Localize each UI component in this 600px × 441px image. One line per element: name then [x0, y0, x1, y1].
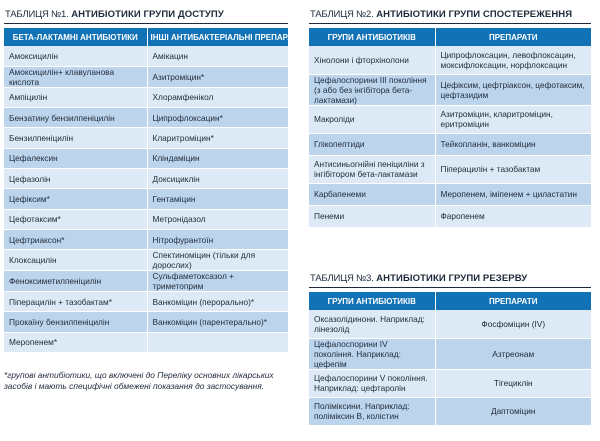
cell: Кларитроміцин*	[147, 128, 288, 148]
cell: Ампіцилін	[4, 87, 147, 107]
cell: Ципрофлоксацин, левофлоксацин, моксифлоксацин, норфлоксацин	[435, 46, 591, 74]
caption-number: ТАБЛИЦЯ №3.	[310, 273, 374, 284]
cell: Хлорамфенікол	[147, 87, 288, 107]
cell: Макроліди	[309, 105, 435, 133]
column-header: ПРЕПАРАТИ	[435, 292, 591, 310]
cell: Сульфаметоксазол + триметоприм	[147, 271, 288, 292]
cell: Бензатину бензилпеніцилін	[4, 108, 147, 128]
cell: Цефалоспорини III покоління (з або без інгібітора бета-лактамази)	[309, 74, 435, 105]
table-watch-caption	[309, 8, 591, 21]
table-row	[309, 133, 591, 155]
cell: Амоксицилін	[4, 46, 147, 66]
cell: Піперацилін + тазобактам	[435, 155, 591, 183]
table-row	[4, 108, 288, 128]
table-row	[4, 189, 288, 209]
cell: Фаропенем	[435, 205, 591, 227]
table-watch-block	[309, 8, 591, 228]
table-watch	[309, 28, 591, 228]
table-row	[309, 46, 591, 74]
cell	[147, 332, 288, 352]
table-row	[309, 369, 591, 397]
cell: Ванкоміцин (парентерально)*	[147, 312, 288, 332]
cell: Азитроміцин*	[147, 66, 288, 87]
cell: Піперацилін + тазобактам*	[4, 292, 147, 312]
caption-title: АНТИБІОТИКИ ГРУПИ РЕЗЕРВУ	[376, 273, 528, 284]
cell: Доксициклін	[147, 168, 288, 188]
table-row	[4, 332, 288, 352]
cell: Тейкопланін, ванкоміцин	[435, 133, 591, 155]
cell: Кліндаміцин	[147, 148, 288, 168]
cell: Цефтриаксон*	[4, 229, 147, 249]
cell: Азитроміцин, кларитроміцин, еритроміцин	[435, 105, 591, 133]
cell: Азтреонам	[435, 338, 591, 369]
table-reserve-block	[309, 272, 591, 426]
table-row	[4, 271, 288, 292]
table-row	[309, 155, 591, 183]
cell: Цефазолін	[4, 168, 147, 188]
cell: Глікопептиди	[309, 133, 435, 155]
table-row	[4, 250, 288, 271]
cell: Цефіксим, цефтріаксон, цефотаксим, цефтазидим	[435, 74, 591, 105]
table-access-caption	[4, 8, 288, 21]
table-row	[309, 338, 591, 369]
table-row	[4, 46, 288, 66]
cell: Клоксацилін	[4, 250, 147, 271]
caption-number: ТАБЛИЦЯ №1.	[5, 9, 69, 20]
cell: Спектиноміцин (тільки для дорослих)	[147, 250, 288, 271]
cell: Цефалексин	[4, 148, 147, 168]
table-reserve-caption	[309, 272, 591, 285]
caption-title: АНТИБІОТИКИ ГРУПИ СПОСТЕРЕЖЕННЯ	[376, 9, 573, 20]
table-access	[4, 28, 304, 353]
table-reserve	[309, 292, 591, 426]
column-header: ГРУПИ АНТИБІОТИКІВ	[309, 292, 435, 310]
cell: Метронідазол	[147, 209, 288, 229]
table-row	[4, 148, 288, 168]
cell: Меропенем*	[4, 332, 147, 352]
cell: Прокаїну бензилпеніцилін	[4, 312, 147, 332]
cell: Цефотаксим*	[4, 209, 147, 229]
cell: Пенеми	[309, 205, 435, 227]
caption-number: ТАБЛИЦЯ №2.	[310, 9, 374, 20]
cell: Цефалоспорини IV покоління. Наприклад: цефепім	[309, 338, 435, 369]
footnote: *групові антибіотики, що включені до Переліку основних лікарських засобів і мають специфічні обмежені показання до застосування.	[4, 370, 274, 391]
cell: Хінолони і фторхінолони	[309, 46, 435, 74]
table-row	[4, 209, 288, 229]
cell: Бензилпеніцилін	[4, 128, 147, 148]
table-row	[4, 292, 288, 312]
cell: Нітрофурантоїн	[147, 229, 288, 249]
caption-rule	[4, 23, 288, 24]
cell: Антисиньогнійні пеніциліни з інгібітором бета-лактамази	[309, 155, 435, 183]
cell: Цефіксим*	[4, 189, 147, 209]
cell: Поліміксини. Наприклад: поліміксин B, колістин	[309, 397, 435, 425]
cell: Фосфоміцин (IV)	[435, 310, 591, 338]
cell: Феноксиметилпеніцилін	[4, 271, 147, 292]
cell: Даптоміцин	[435, 397, 591, 425]
table-row	[4, 87, 288, 107]
cell: Карбапенеми	[309, 183, 435, 205]
column-header: ПРЕПАРАТИ	[435, 28, 591, 46]
column-header: ГРУПИ АНТИБІОТИКІВ	[309, 28, 435, 46]
cell: Ванкоміцин (перорально)*	[147, 292, 288, 312]
table-row	[309, 205, 591, 227]
cell: Оксазолідинони. Наприклад: лінезолід	[309, 310, 435, 338]
table-access-block	[4, 8, 304, 353]
cell: Тігециклін	[435, 369, 591, 397]
cell: Ципрофлоксацин*	[147, 108, 288, 128]
caption-rule	[309, 23, 591, 24]
cell: Амоксицилін+ клавуланова кислота	[4, 66, 147, 87]
table-row	[309, 310, 591, 338]
table-row	[309, 183, 591, 205]
table-row	[4, 312, 288, 332]
table-row	[4, 229, 288, 249]
cell: Меропенем, іміпенем + циластатин	[435, 183, 591, 205]
column-header: ІНШІ АНТИБАКТЕРІАЛЬНІ ПРЕПАРАТИ	[147, 28, 288, 46]
table-row	[4, 168, 288, 188]
table-row	[309, 397, 591, 425]
caption-title: АНТИБІОТИКИ ГРУПИ ДОСТУПУ	[71, 9, 224, 20]
table-row	[4, 66, 288, 87]
column-header: БЕТА-ЛАКТАМНІ АНТИБІОТИКИ	[4, 28, 147, 46]
cell: Амікацин	[147, 46, 288, 66]
table-row	[309, 74, 591, 105]
cell: Гентаміцин	[147, 189, 288, 209]
table-row	[309, 105, 591, 133]
table-row	[4, 128, 288, 148]
caption-rule	[309, 287, 591, 288]
cell: Цефалоспорини V покоління. Наприклад: цефтаролін	[309, 369, 435, 397]
